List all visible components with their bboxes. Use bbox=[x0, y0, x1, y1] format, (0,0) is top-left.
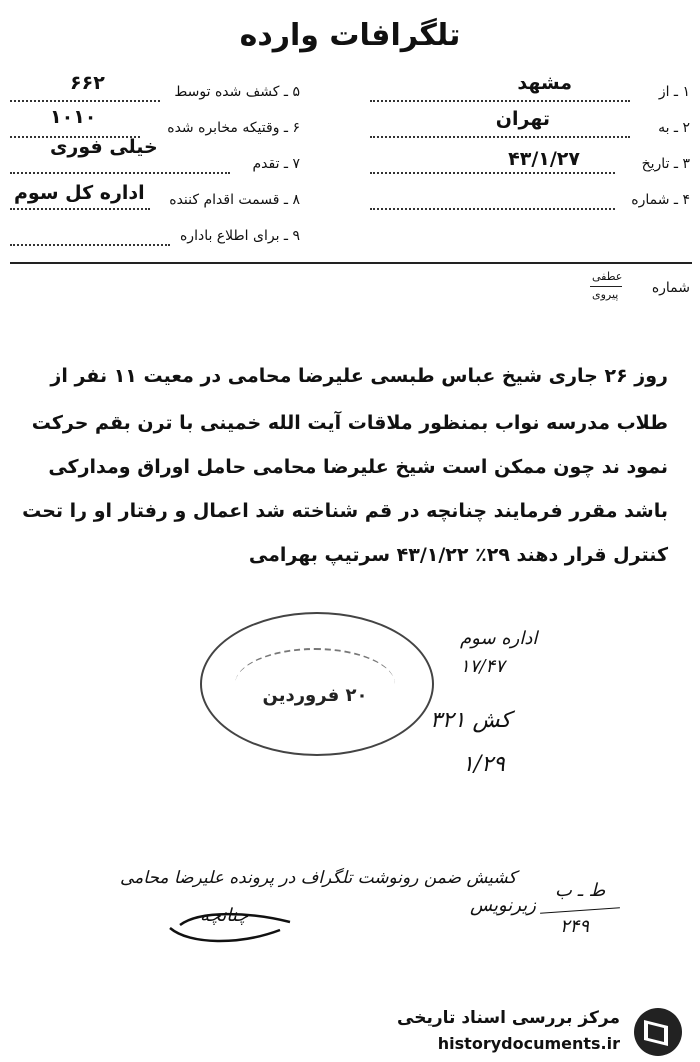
reference-bottom: پیروی bbox=[592, 288, 619, 301]
footer-archive-title: مرکز بررسی اسناد تاریخی bbox=[397, 1008, 620, 1028]
field-priority bbox=[10, 136, 300, 176]
archive-logo-icon bbox=[628, 1006, 688, 1058]
field-decoded-by-value: ۶۶۲ bbox=[70, 72, 105, 94]
handwritten-note-file: کش ۳۲۱ bbox=[430, 708, 511, 733]
field-transmitted-label: ۶ ـ وقتیکه مخابره شده bbox=[167, 120, 300, 136]
reference-fraction-line bbox=[590, 286, 622, 287]
reference-label: شماره bbox=[651, 280, 690, 296]
field-decoded-by-dots bbox=[10, 100, 160, 102]
stamp-inner-arc bbox=[235, 648, 395, 720]
field-from bbox=[370, 72, 690, 104]
fraction-top: ط ـ ب bbox=[555, 880, 606, 901]
handwritten-note-date: ۱/۲۹ bbox=[462, 752, 505, 777]
handwritten-note-number: ۱۷/۴۷ bbox=[460, 656, 505, 677]
field-date-label: ۳ ـ تاریخ bbox=[641, 156, 690, 172]
fraction-bottom: ۲۴۹ bbox=[560, 916, 590, 937]
header-separator bbox=[10, 262, 692, 264]
handwritten-signature-text: چنانچه bbox=[200, 905, 249, 926]
field-info-dept-label: ۹ ـ برای اطلاع باداره bbox=[179, 228, 300, 244]
body-line-5: کنترل قرار دهند ۲۹٪ ۴۳/۱/۲۲ سرتیپ بهرامی bbox=[248, 544, 668, 566]
handwritten-bottom-note: کشیش ضمن رونوشت تلگراف در پرونده علیرضا محامی bbox=[120, 868, 517, 888]
field-decoded-by bbox=[10, 72, 300, 104]
field-to-value: تهران bbox=[495, 108, 550, 130]
field-action-dept-dots bbox=[10, 208, 150, 210]
field-number-dots bbox=[370, 208, 615, 210]
fraction-line bbox=[540, 907, 620, 914]
field-date-value: ۴۳/۱/۲۷ bbox=[508, 148, 580, 170]
body-line-4: باشد مقرر فرمایند چنانچه در قم شناخته شد اعمال و رفتار او را تحت bbox=[22, 500, 668, 522]
field-number bbox=[370, 186, 690, 212]
reference-top: عطفی bbox=[592, 270, 623, 283]
stamp-text: ۲۰ فروردین bbox=[262, 685, 368, 706]
field-priority-dots bbox=[10, 172, 230, 174]
handwritten-right-signature: زیرنویس bbox=[470, 895, 536, 916]
field-from-value: مشهد bbox=[517, 72, 572, 94]
signature-flourish bbox=[160, 900, 300, 950]
field-action-dept-value: اداره کل سوم bbox=[14, 182, 145, 204]
field-transmitted-value: ۱۰۱۰ bbox=[50, 106, 97, 128]
body-line-2: طلاب مدرسه نواب بمنظور ملاقات آیت الله خمینی با ترن بقم حرکت bbox=[31, 412, 668, 434]
body-line-1: روز ۲۶ جاری شیخ عباس طبسی علیرضا محامی در معیت ۱۱ نفر از bbox=[50, 365, 668, 387]
footer-url[interactable]: historydocuments.ir bbox=[437, 1034, 620, 1053]
body-line-3: نمود ند چون ممکن است شیخ علیرضا محامی حامل اوراق ومدارکی bbox=[48, 456, 668, 478]
field-number-label: ۴ ـ شماره bbox=[631, 192, 690, 208]
handwritten-note-dept: اداره سوم bbox=[460, 628, 538, 649]
field-action-dept-label: ۸ ـ قسمت اقدام کننده bbox=[169, 192, 300, 208]
field-date-dots bbox=[370, 172, 615, 174]
field-to-label: ۲ ـ به bbox=[658, 120, 690, 136]
field-from-label: ۱ ـ از bbox=[658, 84, 690, 100]
field-action-dept bbox=[10, 182, 300, 212]
field-priority-value: خیلی فوری bbox=[50, 136, 158, 158]
reference-number bbox=[590, 270, 690, 310]
document-title: تلگرافات وارده bbox=[239, 18, 461, 53]
field-decoded-by-label: ۵ ـ کشف شده توسط bbox=[174, 84, 300, 100]
field-to-dots bbox=[370, 136, 630, 138]
field-priority-label: ۷ ـ تقدم bbox=[252, 156, 300, 172]
field-date bbox=[370, 150, 690, 176]
field-to bbox=[370, 108, 690, 140]
field-info-dept-dots bbox=[10, 244, 170, 246]
field-info-dept bbox=[10, 222, 300, 248]
field-from-dots bbox=[370, 100, 630, 102]
